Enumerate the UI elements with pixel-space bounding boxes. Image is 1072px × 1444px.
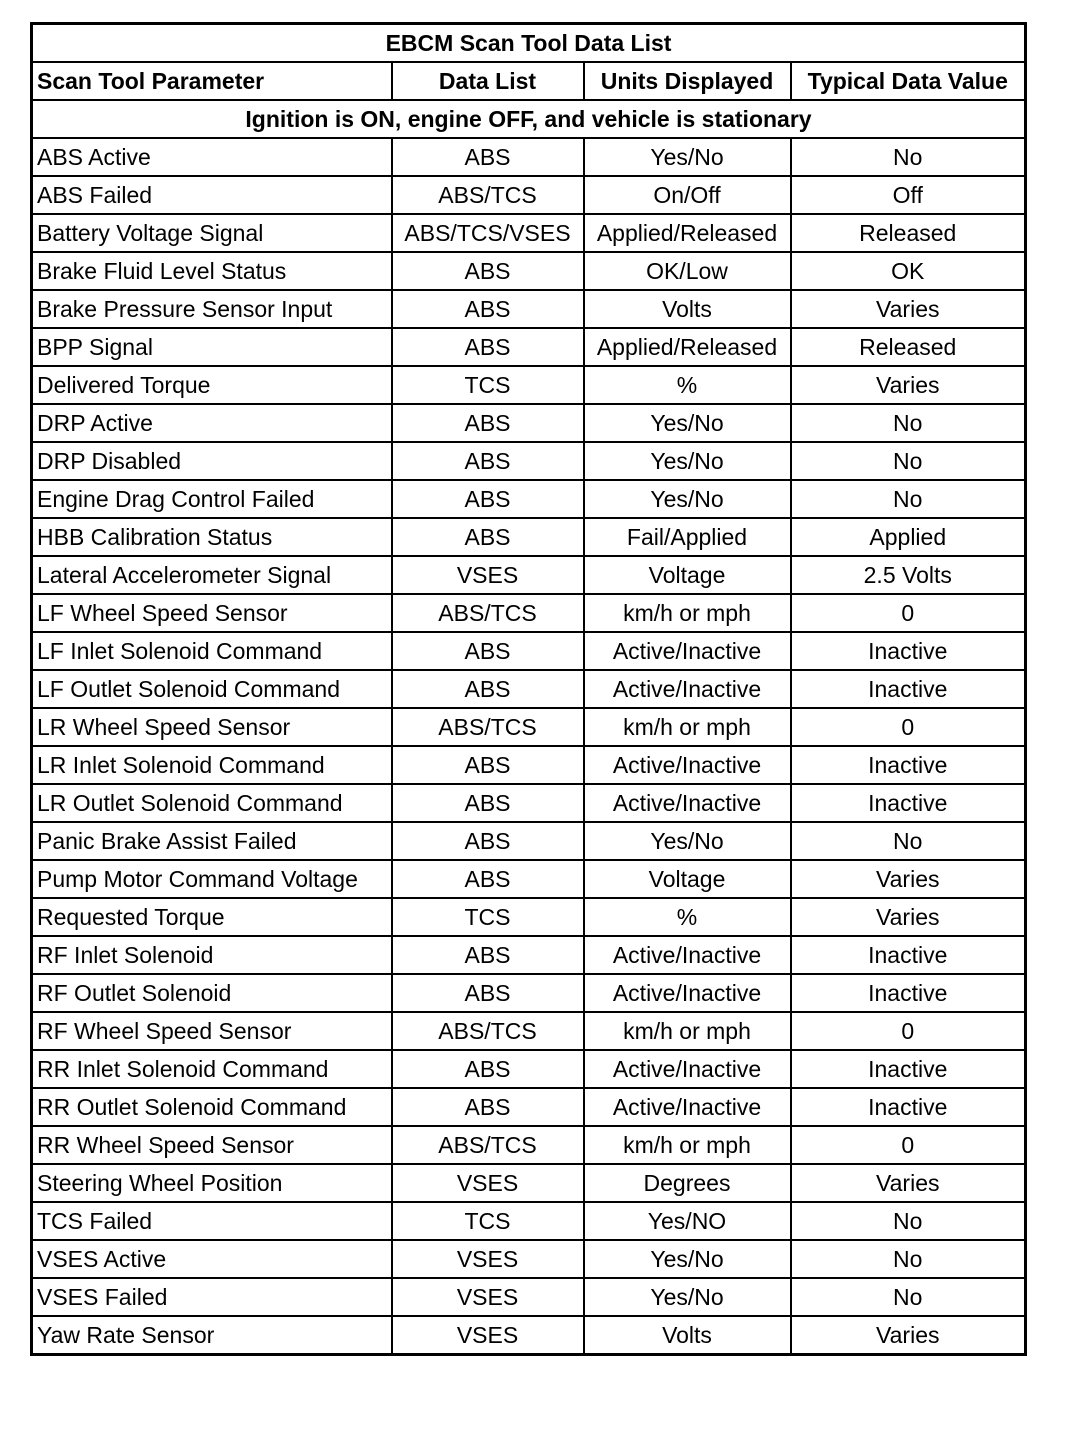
data-list-cell: ABS	[392, 860, 584, 898]
parameter-cell: LF Wheel Speed Sensor	[32, 594, 392, 632]
data-list-cell: ABS	[392, 290, 584, 328]
typical-value-cell: No	[791, 480, 1026, 518]
table-row	[32, 1088, 1026, 1126]
typical-value-cell: Varies	[791, 1316, 1026, 1355]
units-cell: %	[584, 366, 791, 404]
table-row	[32, 898, 1026, 936]
units-cell: Voltage	[584, 860, 791, 898]
table-row	[32, 784, 1026, 822]
units-cell: Volts	[584, 290, 791, 328]
typical-value-cell: Inactive	[791, 1088, 1026, 1126]
header-parameter: Scan Tool Parameter	[32, 62, 392, 100]
typical-value-cell: Inactive	[791, 670, 1026, 708]
units-cell: Yes/No	[584, 442, 791, 480]
parameter-cell: DRP Disabled	[32, 442, 392, 480]
table-title: EBCM Scan Tool Data List	[32, 24, 1026, 63]
parameter-cell: ABS Active	[32, 138, 392, 176]
table-row	[32, 1240, 1026, 1278]
units-cell: On/Off	[584, 176, 791, 214]
parameter-cell: HBB Calibration Status	[32, 518, 392, 556]
parameter-cell: RR Wheel Speed Sensor	[32, 1126, 392, 1164]
parameter-cell: VSES Failed	[32, 1278, 392, 1316]
units-cell: Degrees	[584, 1164, 791, 1202]
typical-value-cell: No	[791, 1240, 1026, 1278]
parameter-cell: Brake Pressure Sensor Input	[32, 290, 392, 328]
parameter-cell: Steering Wheel Position	[32, 1164, 392, 1202]
typical-value-cell: OK	[791, 252, 1026, 290]
data-list-cell: ABS	[392, 936, 584, 974]
typical-value-cell: Inactive	[791, 1050, 1026, 1088]
table-row	[32, 594, 1026, 632]
units-cell: km/h or mph	[584, 1012, 791, 1050]
data-list-cell: ABS	[392, 328, 584, 366]
data-list-cell: ABS	[392, 1088, 584, 1126]
data-list-cell: ABS	[392, 518, 584, 556]
typical-value-cell: Varies	[791, 860, 1026, 898]
units-cell: Volts	[584, 1316, 791, 1355]
typical-value-cell: 2.5 Volts	[791, 556, 1026, 594]
units-cell: Yes/No	[584, 822, 791, 860]
data-list-cell: TCS	[392, 366, 584, 404]
parameter-cell: ABS Failed	[32, 176, 392, 214]
header-units: Units Displayed	[584, 62, 791, 100]
units-cell: OK/Low	[584, 252, 791, 290]
units-cell: Active/Inactive	[584, 936, 791, 974]
data-list-cell: ABS	[392, 1050, 584, 1088]
typical-value-cell: Varies	[791, 1164, 1026, 1202]
units-cell: Yes/No	[584, 480, 791, 518]
units-cell: Fail/Applied	[584, 518, 791, 556]
units-cell: Active/Inactive	[584, 1088, 791, 1126]
data-list-cell: VSES	[392, 1278, 584, 1316]
parameter-cell: Brake Fluid Level Status	[32, 252, 392, 290]
typical-value-cell: Released	[791, 328, 1026, 366]
table-row	[32, 556, 1026, 594]
data-list-cell: ABS	[392, 746, 584, 784]
table-row	[32, 252, 1026, 290]
units-cell: km/h or mph	[584, 1126, 791, 1164]
typical-value-cell: No	[791, 138, 1026, 176]
parameter-cell: RF Inlet Solenoid	[32, 936, 392, 974]
parameter-cell: Pump Motor Command Voltage	[32, 860, 392, 898]
data-list-cell: TCS	[392, 1202, 584, 1240]
table-row	[32, 632, 1026, 670]
typical-value-cell: Inactive	[791, 746, 1026, 784]
table-row	[32, 214, 1026, 252]
data-list-cell: ABS	[392, 138, 584, 176]
table-row	[32, 746, 1026, 784]
typical-value-cell: 0	[791, 1012, 1026, 1050]
units-cell: Applied/Released	[584, 214, 791, 252]
data-list-cell: VSES	[392, 556, 584, 594]
typical-value-cell: 0	[791, 1126, 1026, 1164]
typical-value-cell: Applied	[791, 518, 1026, 556]
table-row	[32, 442, 1026, 480]
table-row	[32, 1050, 1026, 1088]
table-row	[32, 328, 1026, 366]
table-row	[32, 708, 1026, 746]
table-row	[32, 480, 1026, 518]
typical-value-cell: Released	[791, 214, 1026, 252]
typical-value-cell: No	[791, 442, 1026, 480]
table-row	[32, 1316, 1026, 1355]
data-list-cell: ABS	[392, 442, 584, 480]
parameter-cell: RF Outlet Solenoid	[32, 974, 392, 1012]
units-cell: Active/Inactive	[584, 1050, 791, 1088]
title-row	[32, 24, 1026, 63]
parameter-cell: VSES Active	[32, 1240, 392, 1278]
table-row	[32, 176, 1026, 214]
typical-value-cell: Inactive	[791, 936, 1026, 974]
units-cell: Yes/No	[584, 138, 791, 176]
units-cell: Active/Inactive	[584, 632, 791, 670]
data-list-cell: ABS/TCS	[392, 708, 584, 746]
units-cell: Active/Inactive	[584, 974, 791, 1012]
units-cell: %	[584, 898, 791, 936]
parameter-cell: RR Inlet Solenoid Command	[32, 1050, 392, 1088]
units-cell: Yes/No	[584, 1240, 791, 1278]
table-row	[32, 670, 1026, 708]
units-cell: Voltage	[584, 556, 791, 594]
typical-value-cell: Varies	[791, 290, 1026, 328]
table-row	[32, 404, 1026, 442]
table-body	[32, 138, 1026, 1355]
header-row	[32, 62, 1026, 100]
parameter-cell: Battery Voltage Signal	[32, 214, 392, 252]
parameter-cell: Yaw Rate Sensor	[32, 1316, 392, 1355]
typical-value-cell: No	[791, 822, 1026, 860]
data-list-cell: ABS/TCS	[392, 1012, 584, 1050]
typical-value-cell: Inactive	[791, 784, 1026, 822]
parameter-cell: RR Outlet Solenoid Command	[32, 1088, 392, 1126]
units-cell: Active/Inactive	[584, 746, 791, 784]
table-row	[32, 138, 1026, 176]
section-heading: Ignition is ON, engine OFF, and vehicle is stationary	[32, 100, 1026, 138]
typical-value-cell: No	[791, 1278, 1026, 1316]
parameter-cell: Delivered Torque	[32, 366, 392, 404]
section-row	[32, 100, 1026, 138]
typical-value-cell: 0	[791, 594, 1026, 632]
table-row	[32, 936, 1026, 974]
typical-value-cell: Inactive	[791, 974, 1026, 1012]
header-typical-value: Typical Data Value	[791, 62, 1026, 100]
table-row	[32, 1278, 1026, 1316]
table-row	[32, 290, 1026, 328]
typical-value-cell: Varies	[791, 366, 1026, 404]
parameter-cell: Engine Drag Control Failed	[32, 480, 392, 518]
typical-value-cell: Varies	[791, 898, 1026, 936]
units-cell: Yes/No	[584, 404, 791, 442]
data-list-cell: ABS	[392, 480, 584, 518]
data-list-cell: ABS	[392, 632, 584, 670]
table-row	[32, 518, 1026, 556]
typical-value-cell: No	[791, 404, 1026, 442]
parameter-cell: TCS Failed	[32, 1202, 392, 1240]
data-list-cell: ABS	[392, 822, 584, 860]
data-list-cell: ABS/TCS	[392, 1126, 584, 1164]
table-row	[32, 974, 1026, 1012]
parameter-cell: LF Outlet Solenoid Command	[32, 670, 392, 708]
data-list-cell: ABS/TCS	[392, 176, 584, 214]
data-list-cell: VSES	[392, 1164, 584, 1202]
parameter-cell: Lateral Accelerometer Signal	[32, 556, 392, 594]
typical-value-cell: Off	[791, 176, 1026, 214]
typical-value-cell: Inactive	[791, 632, 1026, 670]
data-list-cell: ABS	[392, 252, 584, 290]
parameter-cell: Requested Torque	[32, 898, 392, 936]
data-list-cell: ABS/TCS/VSES	[392, 214, 584, 252]
parameter-cell: LF Inlet Solenoid Command	[32, 632, 392, 670]
data-list-cell: ABS	[392, 670, 584, 708]
units-cell: Active/Inactive	[584, 670, 791, 708]
units-cell: km/h or mph	[584, 708, 791, 746]
units-cell: Applied/Released	[584, 328, 791, 366]
typical-value-cell: No	[791, 1202, 1026, 1240]
parameter-cell: BPP Signal	[32, 328, 392, 366]
parameter-cell: RF Wheel Speed Sensor	[32, 1012, 392, 1050]
parameter-cell: DRP Active	[32, 404, 392, 442]
units-cell: Yes/NO	[584, 1202, 791, 1240]
data-list-cell: VSES	[392, 1316, 584, 1355]
header-data-list: Data List	[392, 62, 584, 100]
units-cell: Yes/No	[584, 1278, 791, 1316]
table-row	[32, 366, 1026, 404]
data-list-cell: ABS/TCS	[392, 594, 584, 632]
table-row	[32, 860, 1026, 898]
parameter-cell: LR Wheel Speed Sensor	[32, 708, 392, 746]
data-list-cell: TCS	[392, 898, 584, 936]
data-list-table	[30, 22, 1027, 1356]
data-list-cell: ABS	[392, 404, 584, 442]
parameter-cell: LR Inlet Solenoid Command	[32, 746, 392, 784]
data-list-cell: ABS	[392, 974, 584, 1012]
data-list-cell: ABS	[392, 784, 584, 822]
table-row	[32, 1164, 1026, 1202]
units-cell: km/h or mph	[584, 594, 791, 632]
typical-value-cell: 0	[791, 708, 1026, 746]
table-row	[32, 1202, 1026, 1240]
parameter-cell: Panic Brake Assist Failed	[32, 822, 392, 860]
data-list-cell: VSES	[392, 1240, 584, 1278]
units-cell: Active/Inactive	[584, 784, 791, 822]
table-row	[32, 822, 1026, 860]
table-row	[32, 1012, 1026, 1050]
parameter-cell: LR Outlet Solenoid Command	[32, 784, 392, 822]
table-row	[32, 1126, 1026, 1164]
